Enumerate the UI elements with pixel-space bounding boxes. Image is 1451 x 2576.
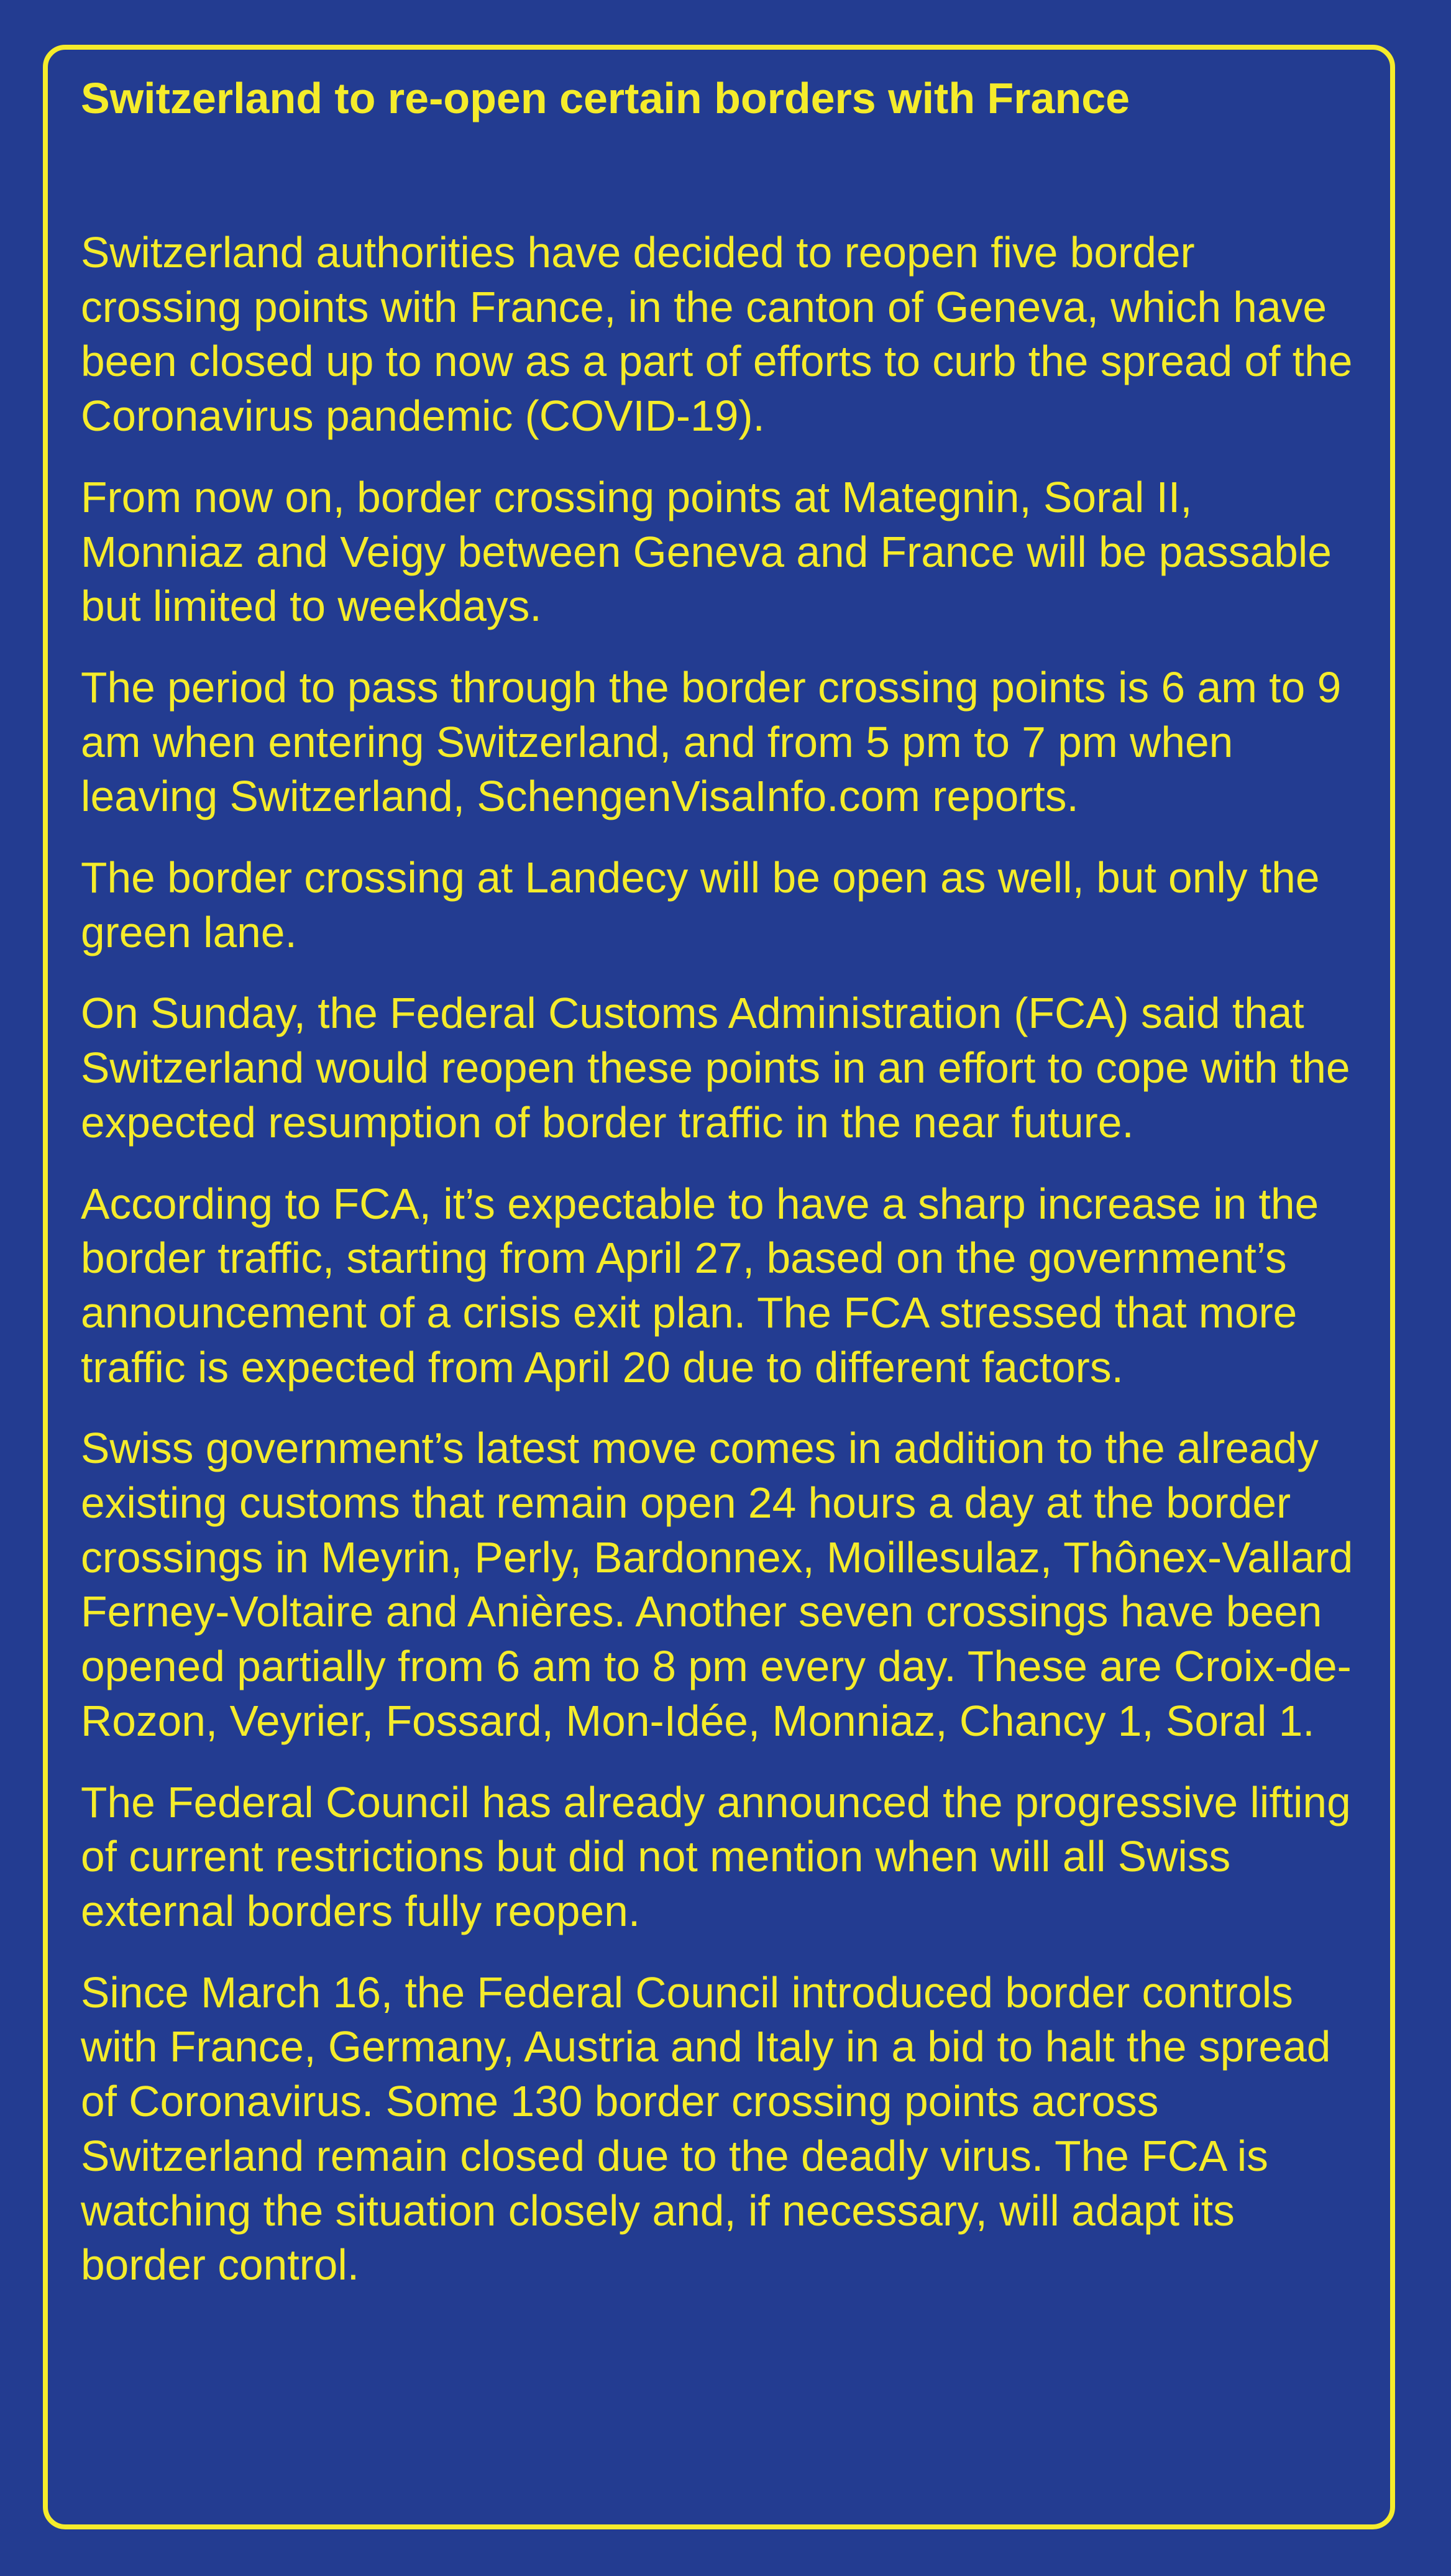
paragraph-4: The border crossing at Landecy will be open as well, but only the green lane.: [81, 853, 1320, 956]
paragraph-7: Swiss government’s latest move comes in addition to the already existing customs that remain open 24 hours a day at the border crossings in Meyrin, Perly, Bardonnex, Moillesulaz, Thônex-Vallard Ferney-Voltaire and Anières. Another seven crossings have been opened partially from 6 am to 8 pm every day. These are Croix-de-Rozon, Veyrier, Fossard, Mon-Idée, Monniaz, Chancy 1, Soral 1.: [81, 1424, 1353, 1745]
paragraph-6: According to FCA, it’s expectable to have a sharp increase in the border traffic, starting from April 27, based on the government’s announcement of a crisis exit plan. The FCA stressed that more traffic is expected from April 20 due to different factors.: [81, 1179, 1319, 1391]
paragraph-5: On Sunday, the Federal Customs Administration (FCA) said that Switzerland would reopen these points in an effort to cope with the expected resumption of border traffic in the near future.: [81, 989, 1350, 1147]
paragraph-9: Since March 16, the Federal Council introduced border controls with France, Germany, Austria and Italy in a bid to halt the spread of Coronavirus. Some 130 border crossing points across Switzerland remain closed due to the deadly virus. The FCA is watching the situation closely and, if necessary, will adapt its border control.: [81, 1968, 1331, 2290]
paragraph-3: The period to pass through the border crossing points is 6 am to 9 am when entering Switzerland, and from 5 pm to 7 pm when leaving Switzerland, SchengenVisaInfo.com reports.: [81, 662, 1342, 821]
paragraph-1: Switzerland authorities have decided to reopen five border crossing points with France, in the canton of Geneva, which have been closed up to now as a part of efforts to curb the spread of the Coronavirus pandemic (COVID-19).: [81, 228, 1353, 441]
paragraph-2: From now on, border crossing points at Mategnin, Soral II, Monniaz and Veigy between Geneva and France will be passable but limited to weekdays.: [81, 472, 1332, 631]
article-body: [81, 67, 1355, 2319]
paragraph-8: The Federal Council has already announced the progressive lifting of current restrictions but did not mention when will all Swiss external borders fully reopen.: [81, 1777, 1351, 1935]
article-title: Switzerland to re-open certain borders with France: [81, 74, 1130, 122]
